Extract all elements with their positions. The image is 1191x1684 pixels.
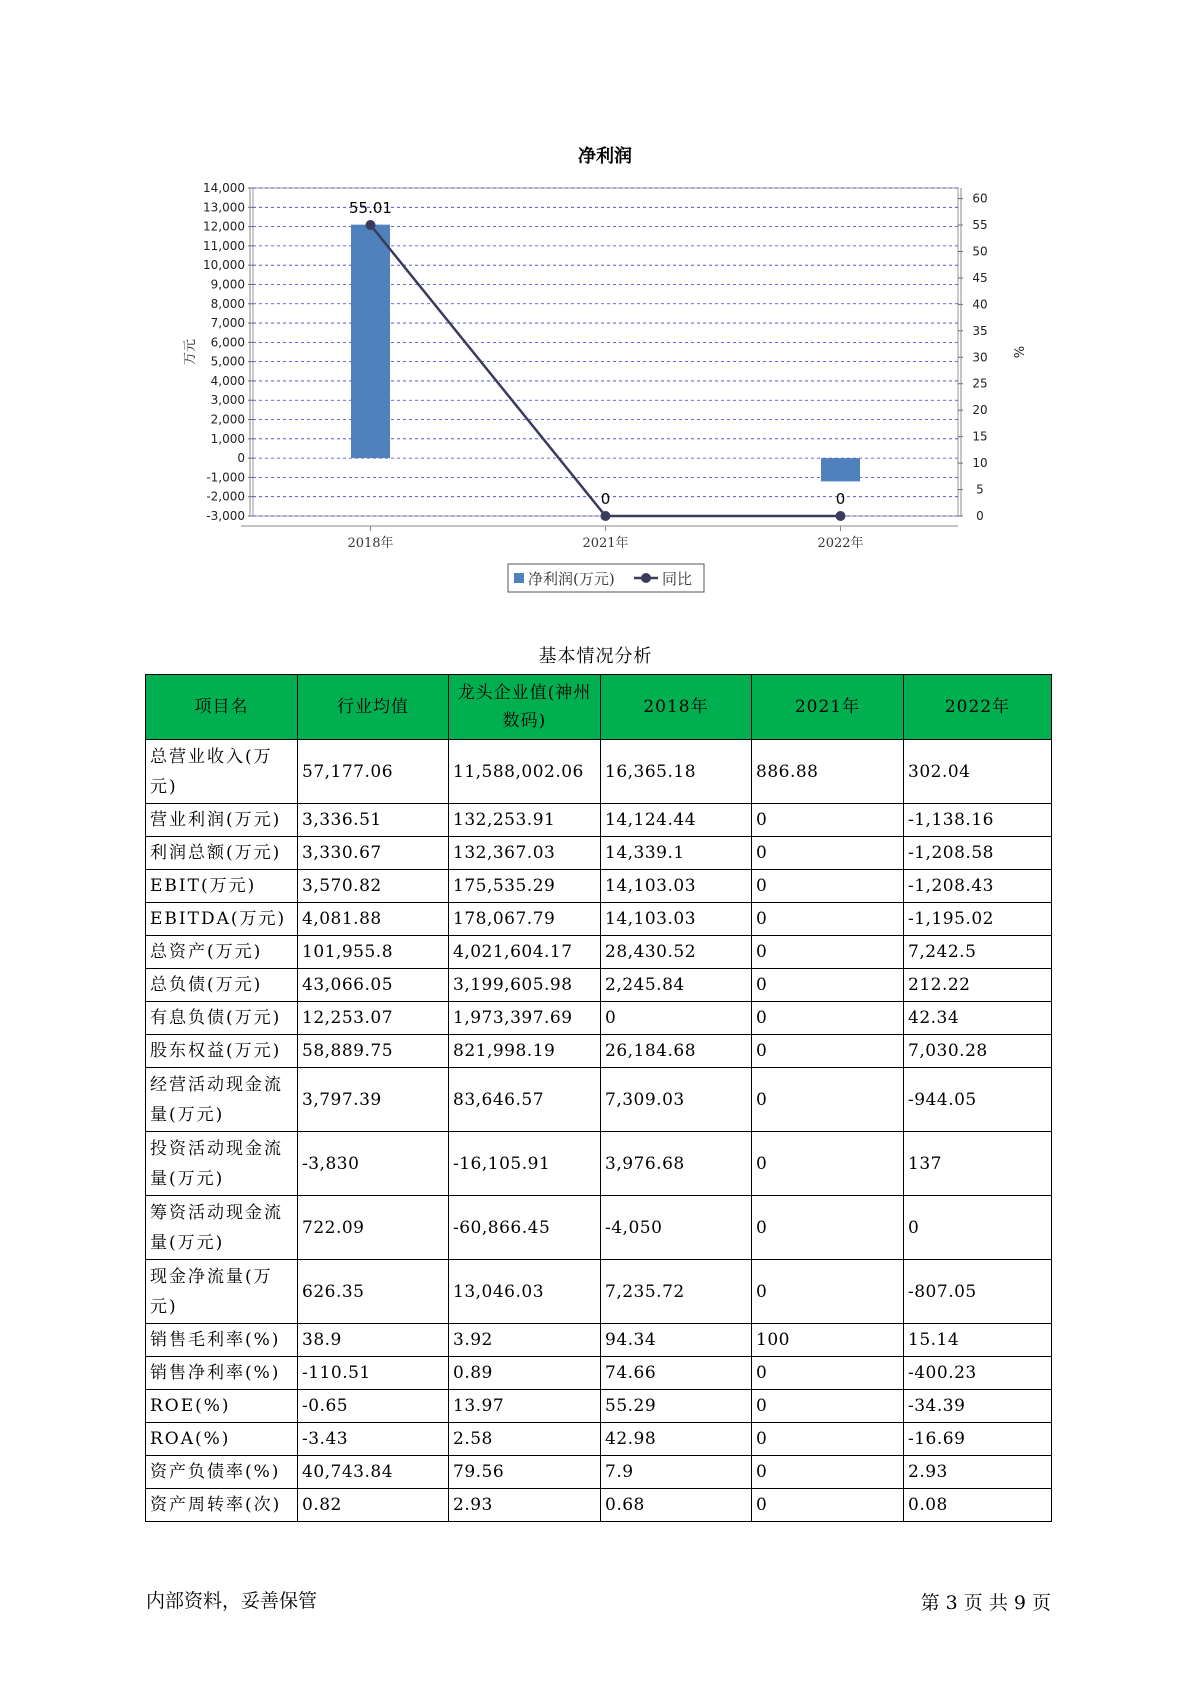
table-cell: -0.65 bbox=[298, 1390, 449, 1423]
table-cell: 0 bbox=[601, 1002, 752, 1035]
row-label: 利润总额(万元) bbox=[146, 837, 298, 870]
table-cell: 3,570.82 bbox=[298, 870, 449, 903]
table-cell: -944.05 bbox=[904, 1068, 1052, 1132]
table-row bbox=[146, 1324, 1052, 1357]
table-row bbox=[146, 1035, 1052, 1068]
table-cell: 0 bbox=[752, 870, 904, 903]
table-cell: 57,177.06 bbox=[298, 740, 449, 804]
table-cell: 3.92 bbox=[449, 1324, 601, 1357]
y-tick-label: -1,000 bbox=[206, 470, 245, 485]
table-row bbox=[146, 804, 1052, 837]
row-label: 总资产(万元) bbox=[146, 936, 298, 969]
y2-tick-label: 20 bbox=[972, 403, 988, 418]
yoy-point bbox=[836, 511, 846, 521]
table-cell: 40,743.84 bbox=[298, 1456, 449, 1489]
table-cell: -1,138.16 bbox=[904, 804, 1052, 837]
legend-label: 同比 bbox=[662, 570, 693, 588]
table-cell: -807.05 bbox=[904, 1260, 1052, 1324]
table-cell: 14,103.03 bbox=[601, 870, 752, 903]
table-cell: 7,242.5 bbox=[904, 936, 1052, 969]
row-label: 资产周转率(次) bbox=[146, 1489, 298, 1522]
y2-tick-label: 35 bbox=[972, 323, 988, 338]
table-cell: 83,646.57 bbox=[449, 1068, 601, 1132]
data-label: 0 bbox=[835, 490, 846, 508]
table-cell: -60,866.45 bbox=[449, 1196, 601, 1260]
table-cell: 175,535.29 bbox=[449, 870, 601, 903]
table-cell: 4,081.88 bbox=[298, 903, 449, 936]
y-tick-label: 10,000 bbox=[203, 258, 245, 273]
table-cell: -3,830 bbox=[298, 1132, 449, 1196]
table-cell: 2.58 bbox=[449, 1423, 601, 1456]
row-label: ROA(%) bbox=[146, 1423, 298, 1456]
table-row bbox=[146, 1357, 1052, 1390]
table-cell: 79.56 bbox=[449, 1456, 601, 1489]
data-label: 0 bbox=[600, 490, 611, 508]
table-cell: 0.89 bbox=[449, 1357, 601, 1390]
table-cell: 42.98 bbox=[601, 1423, 752, 1456]
table-cell: -1,195.02 bbox=[904, 903, 1052, 936]
analysis-table bbox=[145, 674, 1052, 1522]
table-row bbox=[146, 1390, 1052, 1423]
table-cell: 7,030.28 bbox=[904, 1035, 1052, 1068]
table-cell: 7,235.72 bbox=[601, 1260, 752, 1324]
table-row bbox=[146, 936, 1052, 969]
table-cell: 132,367.03 bbox=[449, 837, 601, 870]
table-cell: 7.9 bbox=[601, 1456, 752, 1489]
row-label: 总营业收入(万元) bbox=[146, 740, 298, 804]
table-cell: 302.04 bbox=[904, 740, 1052, 804]
row-label: 总负债(万元) bbox=[146, 969, 298, 1002]
table-row bbox=[146, 1068, 1052, 1132]
table-cell: 0 bbox=[752, 1357, 904, 1390]
table-cell: -110.51 bbox=[298, 1357, 449, 1390]
table-cell: 0 bbox=[752, 936, 904, 969]
row-label: EBIT(万元) bbox=[146, 870, 298, 903]
table-cell: 821,998.19 bbox=[449, 1035, 601, 1068]
table-cell: 0 bbox=[752, 903, 904, 936]
table-row bbox=[146, 740, 1052, 804]
table-cell: 43,066.05 bbox=[298, 969, 449, 1002]
table-row bbox=[146, 870, 1052, 903]
table-cell: 28,430.52 bbox=[601, 936, 752, 969]
y2-tick-label: 30 bbox=[972, 350, 988, 365]
y-tick-label: 0 bbox=[237, 451, 245, 466]
legend-line-marker bbox=[641, 573, 651, 583]
y-tick-label: 9,000 bbox=[210, 277, 245, 292]
table-row bbox=[146, 1489, 1052, 1522]
row-label: EBITDA(万元) bbox=[146, 903, 298, 936]
table-cell: 3,976.68 bbox=[601, 1132, 752, 1196]
table-cell: 14,339.1 bbox=[601, 837, 752, 870]
y-tick-label: 8,000 bbox=[210, 296, 245, 311]
table-cell: -3.43 bbox=[298, 1423, 449, 1456]
table-cell: 2.93 bbox=[449, 1489, 601, 1522]
table-cell: 3,336.51 bbox=[298, 804, 449, 837]
net-profit-chart bbox=[0, 0, 1191, 600]
table-cell: 0.82 bbox=[298, 1489, 449, 1522]
y-tick-label: 2,000 bbox=[210, 412, 245, 427]
table-cell: 13,046.03 bbox=[449, 1260, 601, 1324]
bar bbox=[821, 458, 860, 481]
table-cell: 886.88 bbox=[752, 740, 904, 804]
table-row bbox=[146, 1002, 1052, 1035]
table-cell: 38.9 bbox=[298, 1324, 449, 1357]
table-row bbox=[146, 1260, 1052, 1324]
table-row bbox=[146, 1456, 1052, 1489]
y-tick-label: 13,000 bbox=[203, 200, 245, 215]
data-label: 55.01 bbox=[349, 198, 392, 217]
row-label: 有息负债(万元) bbox=[146, 1002, 298, 1035]
table-cell: 12,253.07 bbox=[298, 1002, 449, 1035]
y-tick-label: 3,000 bbox=[210, 393, 245, 408]
y2-tick-label: 5 bbox=[976, 482, 984, 497]
y2-tick-label: 25 bbox=[972, 376, 988, 391]
y-axis-title: 万元 bbox=[183, 338, 198, 366]
row-label: 营业利润(万元) bbox=[146, 804, 298, 837]
y2-tick-label: 50 bbox=[972, 244, 988, 259]
y2-tick-label: 45 bbox=[972, 270, 988, 285]
table-row bbox=[146, 903, 1052, 936]
row-label: 经营活动现金流量(万元) bbox=[146, 1068, 298, 1132]
row-label: 销售毛利率(%) bbox=[146, 1324, 298, 1357]
table-cell: -16.69 bbox=[904, 1423, 1052, 1456]
x-tick-label: 2018年 bbox=[347, 536, 394, 551]
column-header: 2021年 bbox=[752, 675, 904, 740]
table-cell: 0 bbox=[752, 1035, 904, 1068]
column-header: 行业均值 bbox=[298, 675, 449, 740]
x-tick-label: 2021年 bbox=[582, 536, 629, 551]
legend-label: 净利润(万元) bbox=[528, 570, 615, 588]
row-label: ROE(%) bbox=[146, 1390, 298, 1423]
table-cell: 0 bbox=[904, 1196, 1052, 1260]
table-cell: 626.35 bbox=[298, 1260, 449, 1324]
table-cell: -4,050 bbox=[601, 1196, 752, 1260]
table-cell: 55.29 bbox=[601, 1390, 752, 1423]
row-label: 股东权益(万元) bbox=[146, 1035, 298, 1068]
table-row bbox=[146, 969, 1052, 1002]
y2-axis-title: % bbox=[1010, 345, 1025, 359]
column-header: 龙头企业值(神州数码) bbox=[449, 675, 601, 740]
y-tick-label: 5,000 bbox=[210, 354, 245, 369]
table-cell: 0 bbox=[752, 1390, 904, 1423]
table-cell: 0 bbox=[752, 1132, 904, 1196]
table-cell: 178,067.79 bbox=[449, 903, 601, 936]
y-tick-label: 14,000 bbox=[203, 181, 245, 195]
yoy-point bbox=[366, 220, 376, 230]
table-cell: 4,021,604.17 bbox=[449, 936, 601, 969]
table-header-row bbox=[146, 675, 1052, 740]
y-tick-label: 6,000 bbox=[210, 335, 245, 350]
table-cell: 16,365.18 bbox=[601, 740, 752, 804]
row-label: 现金净流量(万元) bbox=[146, 1260, 298, 1324]
table-cell: 1,973,397.69 bbox=[449, 1002, 601, 1035]
table-cell: 26,184.68 bbox=[601, 1035, 752, 1068]
footer-confidential-note: 内部资料，妥善保管 bbox=[146, 1590, 318, 1612]
y-tick-label: 4,000 bbox=[210, 373, 245, 388]
table-cell: -400.23 bbox=[904, 1357, 1052, 1390]
table-cell: 7,309.03 bbox=[601, 1068, 752, 1132]
table-cell: -16,105.91 bbox=[449, 1132, 601, 1196]
table-cell: 14,103.03 bbox=[601, 903, 752, 936]
table-cell: 0 bbox=[752, 1489, 904, 1522]
table-cell: 132,253.91 bbox=[449, 804, 601, 837]
y2-tick-label: 15 bbox=[972, 429, 988, 444]
table-cell: 3,330.67 bbox=[298, 837, 449, 870]
legend-bar-swatch bbox=[514, 573, 524, 583]
y-tick-label: 11,000 bbox=[203, 238, 245, 253]
y-tick-label: 1,000 bbox=[210, 431, 245, 446]
table-cell: 0 bbox=[752, 804, 904, 837]
row-label: 资产负债率(%) bbox=[146, 1456, 298, 1489]
table-cell: 2,245.84 bbox=[601, 969, 752, 1002]
table-cell: 101,955.8 bbox=[298, 936, 449, 969]
table-cell: 58,889.75 bbox=[298, 1035, 449, 1068]
yoy-point bbox=[601, 511, 611, 521]
table-cell: 0 bbox=[752, 969, 904, 1002]
table-cell: 0 bbox=[752, 1002, 904, 1035]
table-cell: 15.14 bbox=[904, 1324, 1052, 1357]
row-label: 筹资活动现金流量(万元) bbox=[146, 1196, 298, 1260]
table-title: 基本情况分析 bbox=[538, 646, 653, 667]
table-cell: 0.68 bbox=[601, 1489, 752, 1522]
row-label: 投资活动现金流量(万元) bbox=[146, 1132, 298, 1196]
y2-tick-label: 55 bbox=[972, 218, 988, 233]
column-header: 项目名 bbox=[146, 675, 298, 740]
table-cell: -34.39 bbox=[904, 1390, 1052, 1423]
table-cell: 3,797.39 bbox=[298, 1068, 449, 1132]
table-cell: 722.09 bbox=[298, 1196, 449, 1260]
column-header: 2022年 bbox=[904, 675, 1052, 740]
y2-tick-label: 0 bbox=[976, 509, 984, 523]
table-cell: 0 bbox=[752, 1068, 904, 1132]
row-label: 销售净利率(%) bbox=[146, 1357, 298, 1390]
column-header: 2018年 bbox=[601, 675, 752, 740]
table-row bbox=[146, 1132, 1052, 1196]
table-cell: 2.93 bbox=[904, 1456, 1052, 1489]
table-cell: 137 bbox=[904, 1132, 1052, 1196]
table-cell: 0 bbox=[752, 837, 904, 870]
y-tick-label: 12,000 bbox=[203, 219, 245, 234]
table-row bbox=[146, 1423, 1052, 1456]
table-row bbox=[146, 1196, 1052, 1260]
y2-tick-label: 40 bbox=[972, 297, 988, 312]
y2-tick-label: 10 bbox=[972, 456, 988, 471]
table-cell: 3,199,605.98 bbox=[449, 969, 601, 1002]
table-cell: 94.34 bbox=[601, 1324, 752, 1357]
table-cell: 42.34 bbox=[904, 1002, 1052, 1035]
bar bbox=[351, 225, 390, 458]
table-cell: -1,208.43 bbox=[904, 870, 1052, 903]
table-cell: 0 bbox=[752, 1456, 904, 1489]
table-cell: 100 bbox=[752, 1324, 904, 1357]
table-row bbox=[146, 837, 1052, 870]
table-cell: 0.08 bbox=[904, 1489, 1052, 1522]
x-tick-label: 2022年 bbox=[817, 536, 864, 551]
table-cell: 212.22 bbox=[904, 969, 1052, 1002]
table-cell: 74.66 bbox=[601, 1357, 752, 1390]
table-cell: 14,124.44 bbox=[601, 804, 752, 837]
chart-title: 净利润 bbox=[578, 146, 632, 167]
table-cell: 0 bbox=[752, 1196, 904, 1260]
chart-svg bbox=[0, 0, 1191, 600]
table-cell: 0 bbox=[752, 1260, 904, 1324]
table-cell: 11,588,002.06 bbox=[449, 740, 601, 804]
y-tick-label: -2,000 bbox=[206, 489, 245, 504]
table-cell: -1,208.58 bbox=[904, 837, 1052, 870]
y2-tick-label: 60 bbox=[972, 191, 988, 206]
table-cell: 13.97 bbox=[449, 1390, 601, 1423]
y-tick-label: -3,000 bbox=[206, 509, 245, 523]
footer-page-number: 第 3 页 共 9 页 bbox=[920, 1592, 1051, 1614]
table-cell: 0 bbox=[752, 1423, 904, 1456]
y-tick-label: 7,000 bbox=[210, 316, 245, 331]
